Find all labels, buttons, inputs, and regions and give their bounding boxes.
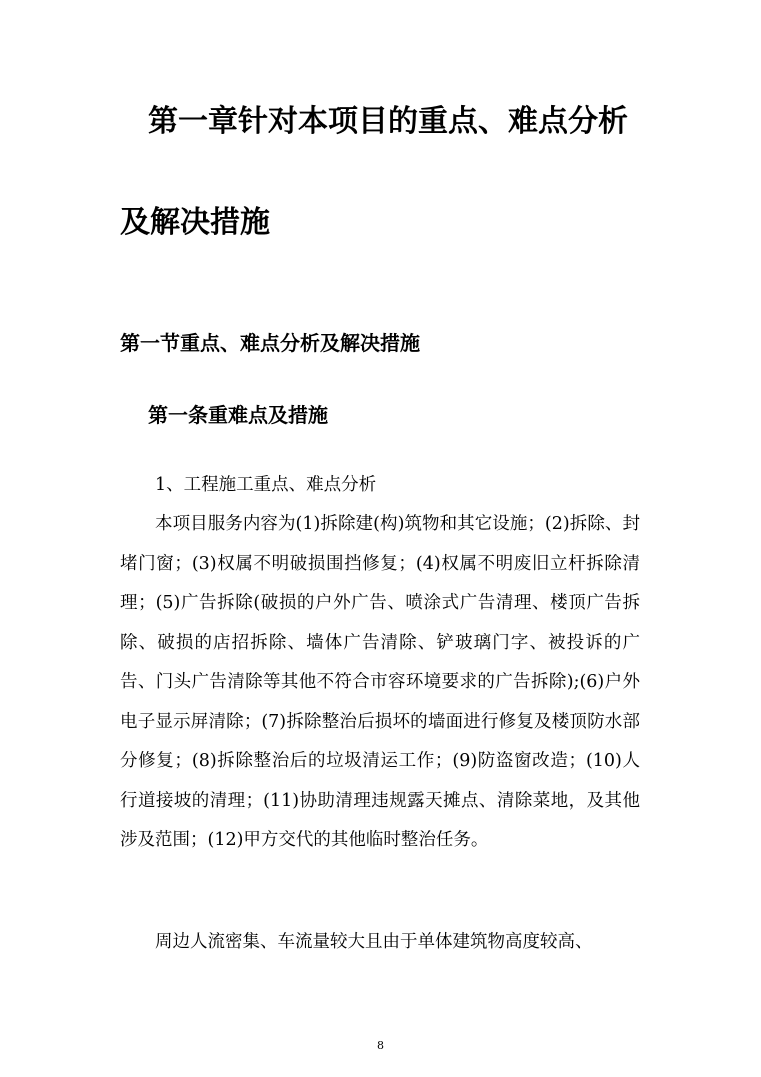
chapter-title-line-1: 第一章针对本项目的重点、难点分析 <box>148 104 628 139</box>
article-heading: 第一条重难点及措施 <box>148 403 328 427</box>
chapter-title-line-2: 及解决措施 <box>120 205 270 240</box>
page-number: 8 <box>377 1039 384 1052</box>
section-heading: 第一节重点、难点分析及解决措施 <box>120 331 420 355</box>
item-heading: 1、工程施工重点、难点分析 <box>155 475 377 495</box>
body-paragraph: 本项目服务内容为(1)拆除建(构)筑物和其它设施；(2)拆除、封堵门窗；(3)权属不明破损围挡修复；(4)权属不明废旧立杆拆除清理；(5)广告拆除(破损的户外广告、喷涂式广告清理、楼顶广告拆除、破损的店招拆除、墙体广告清除、铲玻璃门字、被投诉的广告、门头广告清除等其他不符合市容环境要求的广告拆除);(6)户外电子显示屏清除；(7)拆除整治后损坏的墙面进行修复及楼顶防水部分修复；(8)拆除整治后的垃圾清运工作；(9)防盗窗改造；(10)人行道接坡的清理；(11)协助清理违规露天摊点、清除菜地，及其他涉及范围；(12)甲方交代的其他临时整治任务。 <box>120 514 640 850</box>
body-paragraph-continued: 周边人流密集、车流量较大且由于单体建筑物高度较高、 <box>155 932 593 952</box>
